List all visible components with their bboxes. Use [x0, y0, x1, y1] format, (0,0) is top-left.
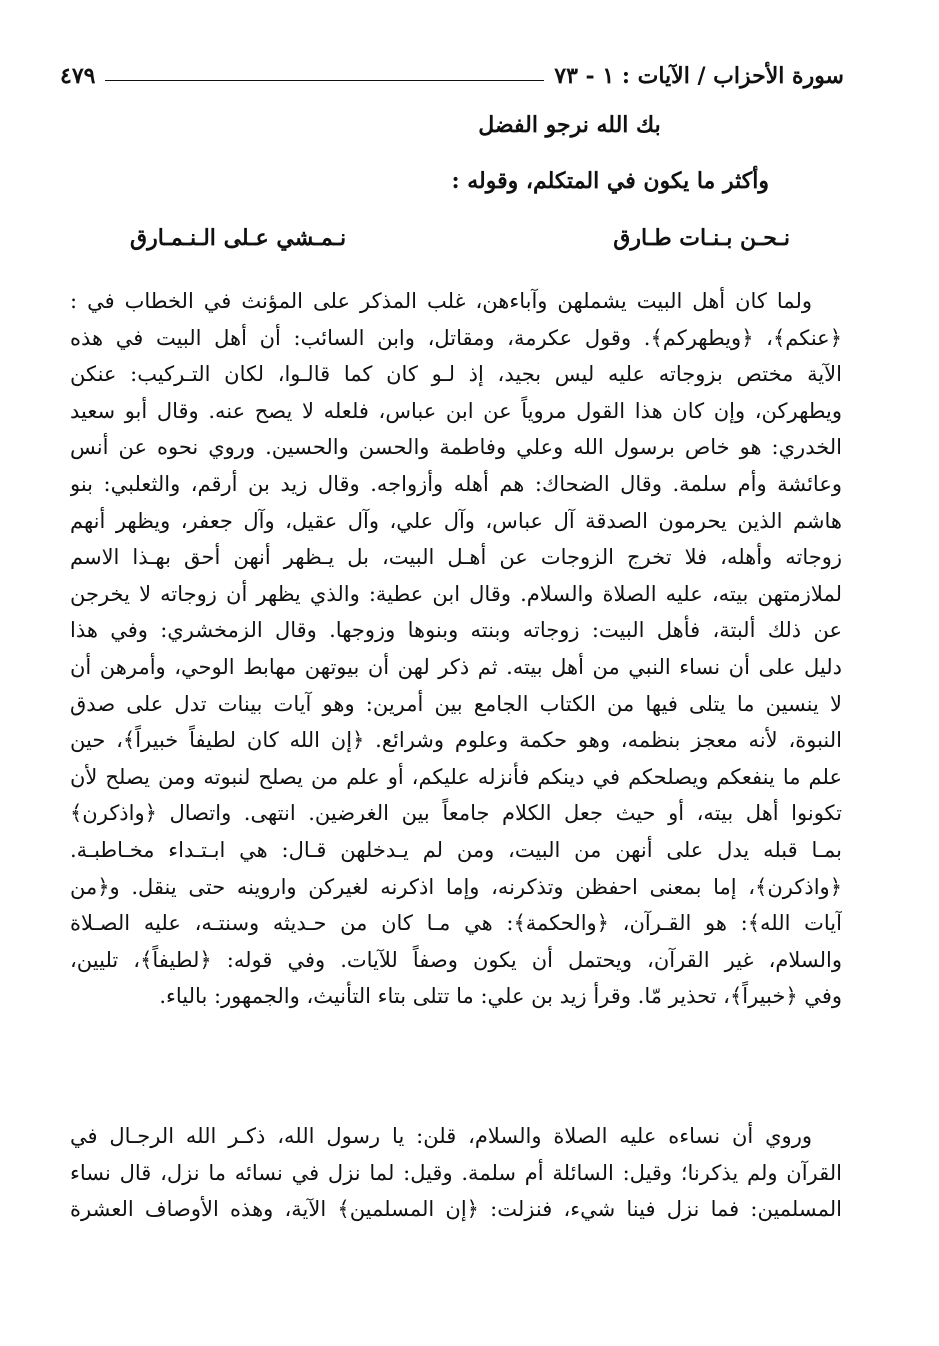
text-line: الخدري: هو خاص برسول الله وعلي وفاطمة والحسن والحسين. وروي نحوه عن أنس [70, 435, 842, 460]
text-line: لملازمتهن بيته، عليه الصلاة والسلام. وقال ابن عطية: والذي يظهر أن زوجاته لا يخرجن [70, 581, 842, 606]
text-line: وروي أن نساءه عليه الصلاة والسلام، قلن: يا رسول الله، ذكـر الله الرجـال في [70, 1124, 812, 1148]
text-line: تكونوا أهل بيته، أو حيث جعل الكلام جامعاً بين الغرضين. انتهى. واتصال ﴿واذكرن﴾ [70, 801, 842, 826]
page-header [60, 58, 844, 94]
text-line: الآية مختص بزوجاته عليه ليس بجيد، إذ لـو كان كما قالـوا، لكان التـركيب: عنكن [70, 362, 842, 387]
text-line: والسلام، غير القرآن، ويحتمل أن يكون وصفاً للآيات. وفي قوله: ﴿لطيفاً﴾، تليين، [70, 947, 842, 972]
text-line: لا ينسين ما يتلى فيها من الكتاب الجامع بين أمرين: وهو آيات بينات تدل على صدق [70, 691, 842, 716]
paragraph-2 [70, 1118, 842, 1228]
text-line: هاشم الذين يحرمون الصدقة آل عباس، وآل علي، وآل عقيل، وآل جعفر، ويظهر أنهم [70, 508, 842, 533]
text-line: وفي ﴿خبيراً﴾، تحذير مّا. وقرأ زيد بن علي: ما تتلى بتاء التأنيث، والجمهور: بالياء. [159, 984, 842, 1009]
surah-title: سورة الأحزاب / الآيات : ١ - ٧٣ [554, 63, 844, 89]
text-line: ولما كان أهل البيت يشملهن وآباءهن، غلب المذكر على المؤنث في الخطاب في : [70, 289, 812, 313]
poem-couplet [130, 225, 790, 251]
text-line: وعائشة وأم سلمة. وقال الضحاك: هم أهله وأزواجه. وقال زيد بن أرقم، والثعلبي: بنو [70, 471, 842, 496]
text-line: ﴿عنكم﴾، ﴿ويطهركم﴾. وقول عكرمة، ومقاتل، وابن السائب: أن أهل البيت في هذه [70, 325, 842, 350]
page-number: ٤٧٩ [60, 63, 96, 89]
text-line: علم ما ينفعكم ويصلحكم في دينكم فأنزله عليكم، أو علم من يصلح لنبوته ومن يصلح لأن [70, 764, 842, 789]
text-line: بمـا قبله يدل على أنهن من البيت، ومن لم يـدخلهن قـال: هي ابـتـداء مخـاطبـة. [70, 837, 842, 862]
poem-hemistich-1: نـحـن بـنـات طـارق [613, 225, 790, 251]
text-line: ﴿واذكرن﴾، إما بمعنى احفظن وتذكرنه، وإما اذكرنه لغيركن واروينه حتى ينقل. و﴿من [70, 874, 842, 899]
poem-hemistich-2: نـمـشي عـلى الـنـمـارق [130, 225, 347, 251]
poetry-verse-top: بك الله نرجو الفضل [478, 112, 661, 138]
text-line: ويطهركن، وإن كان هذا القول مروياً عن ابن عباس، فلعله لا يصح عنه. وقال أبو سعيد [70, 398, 842, 423]
text-line: زوجاته وأهله، فلا تخرج الزوجات عن أهـل البيت، بل يـظهر أنهن أحق بهـذا الاسم [70, 545, 842, 570]
header-rule [105, 80, 544, 81]
text-line: النبوة، لأنه معجز بنظمه، وهو حكمة وعلوم وشرائع. ﴿إن الله كان لطيفاً خبيراً﴾، حين [70, 728, 842, 753]
paragraph-1 [70, 283, 842, 1015]
text-line: عن ذلك ألبتة، فأهل البيت: زوجاته وبنته وبنوها وزوجها. وقال الزمخشري: وفي هذا [70, 618, 842, 643]
text-line: المسلمين: فما نزل فينا شيء، فنزلت: ﴿إن المسلمين﴾ الآية، وهذه الأوصاف العشرة [70, 1197, 842, 1222]
intro-line: وأكثر ما يكون في المتكلم، وقوله : [451, 168, 769, 194]
text-line: آيات الله﴾: هو القـرآن، ﴿والحكمة﴾: هي مـا كان من حـديثه وسنتـه، عليه الصـلاة [70, 911, 842, 936]
text-line: القرآن ولم يذكرنا؛ وقيل: السائلة أم سلمة. وقيل: لما نزل في نسائه ما نزل، قال نساء [70, 1160, 842, 1185]
text-line: دليل على أن نساء النبي من أهل بيته. ثم ذكر لهن أن بيوتهن مهابط الوحي، وأمرهن أن [70, 654, 842, 679]
